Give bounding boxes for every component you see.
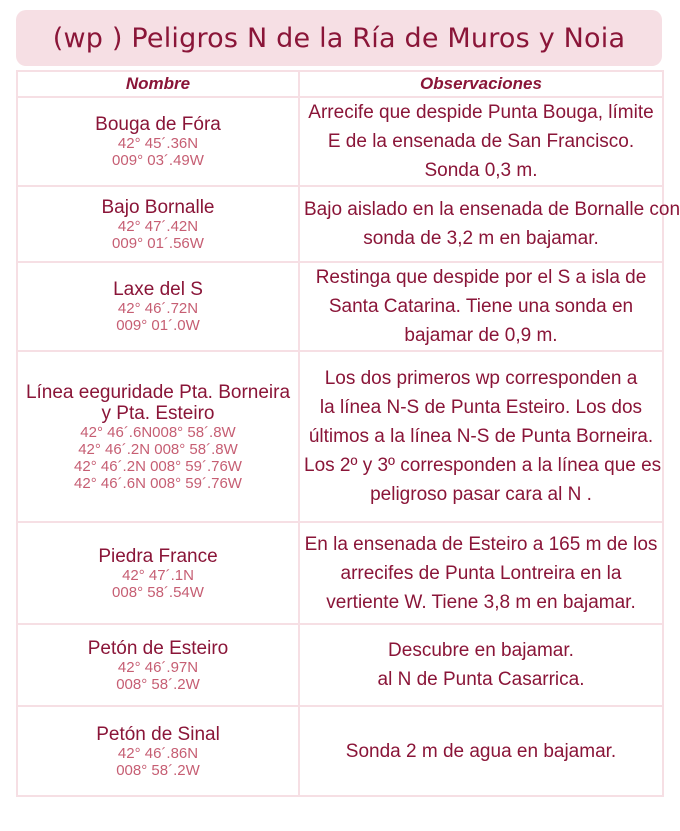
observation-cell xyxy=(299,186,680,262)
observation-line: Santa Catarina. Tiene una sonda en xyxy=(328,296,634,317)
title-bar xyxy=(16,10,662,66)
observation-line: bajamar de 0,9 m. xyxy=(404,325,558,346)
observation-line: Los dos primeros wp corresponden a xyxy=(324,368,638,389)
observation-line: Restinga que despide por el S a isla de xyxy=(315,267,647,288)
hazard-name: Bajo Bornalle xyxy=(101,196,215,218)
observation-line: Descubre en bajamar. xyxy=(388,640,574,661)
page-title: (wp ) Peligros N de la Ría de Muros y Noia xyxy=(52,22,626,54)
coordinate: 42° 46´.72N xyxy=(117,300,199,317)
name-cell xyxy=(17,522,299,624)
coordinate: 008° 58´.2W xyxy=(116,675,200,693)
coordinate: 42° 46´.97N xyxy=(117,658,199,676)
hazard-name: Bouga de Fóra xyxy=(95,114,221,135)
coordinate: 42° 47´.42N xyxy=(117,217,199,235)
hazard-name: Petón de Esteiro xyxy=(87,637,229,659)
observation-line: la línea N-S de Punta Esteiro. Los dos xyxy=(319,397,643,418)
coordinate: 008° 58´.2W xyxy=(116,761,200,779)
observation-line: Bajo aislado en la ensenada de Bornalle con xyxy=(304,199,680,220)
coordinate: 42° 46´.86N xyxy=(117,744,199,762)
coordinate: 009° 01´.0W xyxy=(116,317,200,334)
hazard-name: Laxe del S xyxy=(113,279,203,300)
observation-line: E de la ensenada de San Francisco. xyxy=(327,131,635,152)
name-cell xyxy=(17,351,299,522)
hazard-name: Petón de Sinal xyxy=(96,723,220,745)
observation-line: al N de Punta Casarrica. xyxy=(377,669,585,690)
coordinate: 42° 46´.6N 008° 59´.76W xyxy=(74,474,242,492)
coordinate: 42° 46´.2N 008° 59´.76W xyxy=(74,457,242,475)
observation-line: Los 2º y 3º corresponden a la línea que es xyxy=(304,455,662,476)
hazard-name: y Pta. Esteiro xyxy=(101,402,215,424)
observation-cell xyxy=(299,97,663,186)
coordinate: 009° 03´.49W xyxy=(112,152,204,169)
observation-line: En la ensenada de Esteiro a 165 m de los xyxy=(304,533,658,555)
hazard-name: Línea eeguridade Pta. Borneira xyxy=(25,381,291,403)
observation-line: Arrecife que despide Punta Bouga, límite xyxy=(308,102,654,123)
name-cell xyxy=(17,706,299,796)
table-row xyxy=(17,97,663,186)
coordinate: 009° 01´.56W xyxy=(112,234,204,252)
table-row xyxy=(17,186,663,262)
name-cell xyxy=(17,624,299,706)
coordinate: 42° 47´.1N xyxy=(122,566,194,584)
coordinate: 008° 58´.54W xyxy=(112,583,204,601)
observation-line: sonda de 3,2 m en bajamar. xyxy=(363,228,599,249)
hazard-name: Piedra France xyxy=(98,545,218,567)
table-row xyxy=(17,624,663,706)
observation-line: últimos a la línea N-S de Punta Borneira. xyxy=(308,426,654,447)
observation-line: Sonda 0,3 m. xyxy=(424,160,538,181)
header-observaciones: Observaciones xyxy=(299,71,663,97)
observation-cell xyxy=(299,624,663,706)
observation-cell xyxy=(299,262,663,351)
observation-cell xyxy=(299,351,663,522)
observation-cell xyxy=(299,522,663,624)
observation-line: Sonda 2 m de agua en bajamar. xyxy=(345,740,617,762)
coordinate: 42° 45´.36N xyxy=(117,135,199,152)
name-cell xyxy=(17,186,299,262)
observation-line: arrecifes de Punta Lontreira en la xyxy=(340,562,622,584)
observation-cell xyxy=(299,706,663,796)
name-cell xyxy=(17,97,299,186)
table-row xyxy=(17,522,663,624)
observation-line: vertiente W. Tiene 3,8 m en bajamar. xyxy=(326,591,636,613)
observation-line: peligroso pasar cara al N . xyxy=(370,484,592,505)
coordinate: 42° 46´.2N 008° 58´.8W xyxy=(78,440,238,458)
table-row xyxy=(17,706,663,796)
coordinate: 42° 46´.6N008° 58´.8W xyxy=(80,423,236,441)
hazards-table xyxy=(16,70,680,797)
name-cell xyxy=(17,262,299,351)
header-nombre: Nombre xyxy=(17,71,299,97)
table-header-row xyxy=(17,71,663,97)
table-row xyxy=(17,351,663,522)
table-row xyxy=(17,262,663,351)
